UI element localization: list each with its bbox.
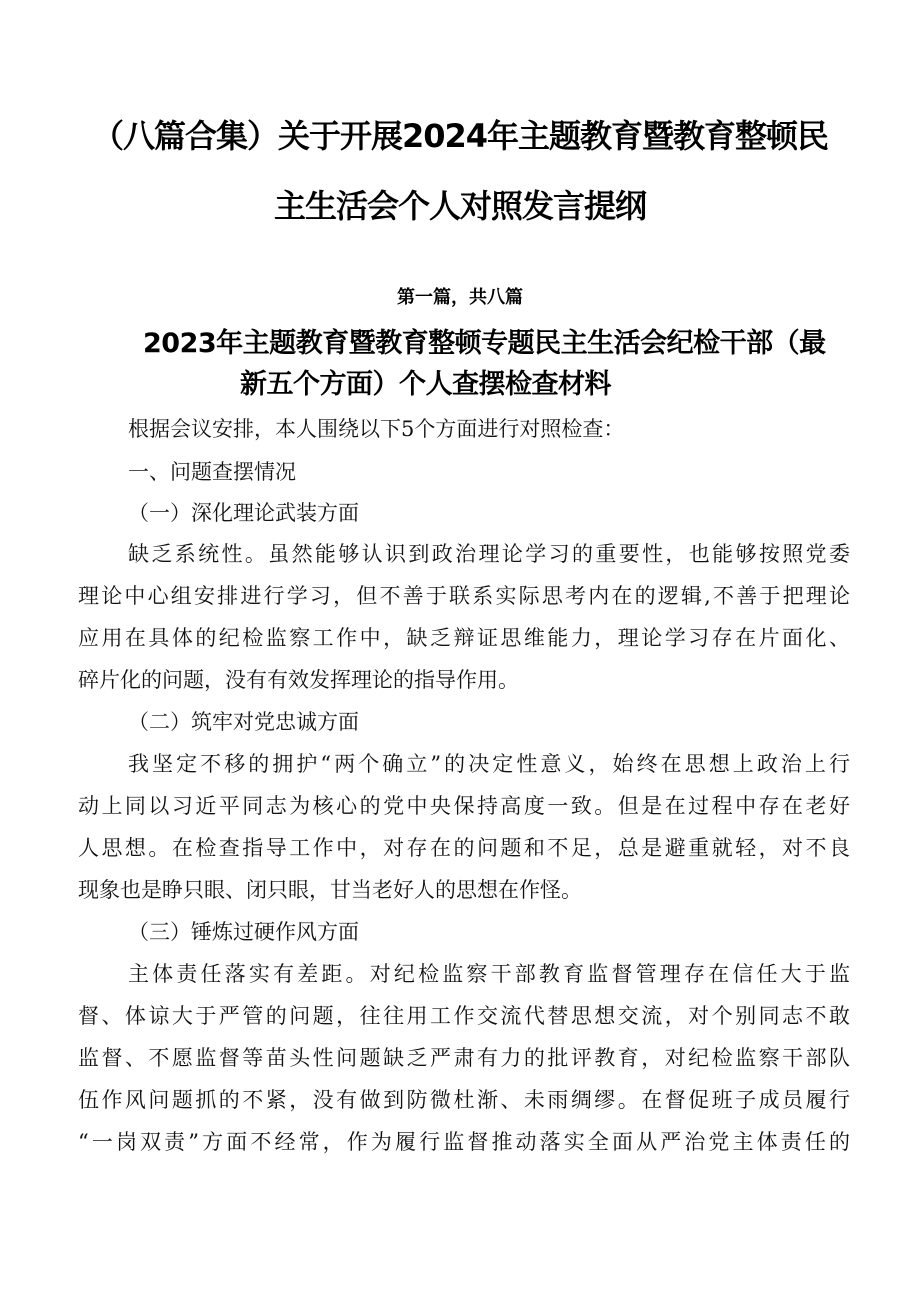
intro-paragraph: 根据会议安排，本人围绕以下5个方面进行对照检查： (128, 417, 625, 441)
paragraph-line: 伍作风问题抓的不紧，没有做到防微杜渐、未雨绸缪。在督促班子成员履行 (78, 1088, 850, 1112)
paragraph-line: “一岗双责”方面不经常，作为履行监督推动落实全面从严治党主体责任的 (78, 1130, 850, 1154)
heading-level-2: （一）深化理论武装方面 (128, 501, 359, 525)
paragraph-line: 主体责任落实有差距。对纪检监察干部教育监督管理存在信任大于监 (128, 962, 850, 986)
heading-level-2: （三）锤炼过硬作风方面 (128, 920, 359, 944)
paragraph-line: 应用在具体的纪检监察工作中，缺乏辩证思维能力，理论学习存在片面化、 (78, 626, 850, 650)
part-label: 第一篇，共八篇 (397, 287, 523, 308)
paragraph-line: 动上同以习近平同志为核心的党中央保持高度一致。但是在过程中存在老好 (78, 794, 850, 818)
paragraph-line: 现象也是睁只眼、闭只眼，甘当老好人的思想在作怪。 (78, 878, 582, 902)
paragraph-line: 监督、不愿监督等苗头性问题缺乏严肃有力的批评教育，对纪检监察干部队 (78, 1046, 850, 1070)
paragraph-line: 我坚定不移的拥护“两个确立”的决定性意义，始终在思想上政治上行 (128, 752, 850, 776)
document-title-line-2: 主生活会个人对照发言提纲 (273, 187, 646, 225)
paragraph-line: 理论中心组安排进行学习，但不善于联系实际思考内在的逻辑,不善于把理论 (78, 584, 850, 608)
section-title-line-1: 2023年主题教育暨教育整顿专题民主生活会纪检干部（最 (143, 328, 826, 359)
section-title-line-2: 新五个方面）个人查摆检查材料 (240, 369, 611, 400)
paragraph-line: 碎片化的问题，没有有效发挥理论的指导作用。 (78, 668, 519, 692)
heading-level-1: 一、问题查摆情况 (128, 460, 296, 484)
paragraph-line: 人思想。在检查指导工作中，对存在的问题和不足，总是避重就轻，对不良 (78, 836, 850, 860)
document-title-line-1: （八篇合集）关于开展2024年主题教育暨教育整顿民 (91, 117, 829, 155)
paragraph-line: 缺乏系统性。虽然能够认识到政治理论学习的重要性，也能够按照党委 (128, 542, 850, 566)
paragraph-line: 督、体谅大于严管的问题，往往用工作交流代替思想交流，对个别同志不敢 (78, 1004, 850, 1028)
heading-level-2: （二）筑牢对党忠诚方面 (128, 710, 359, 734)
